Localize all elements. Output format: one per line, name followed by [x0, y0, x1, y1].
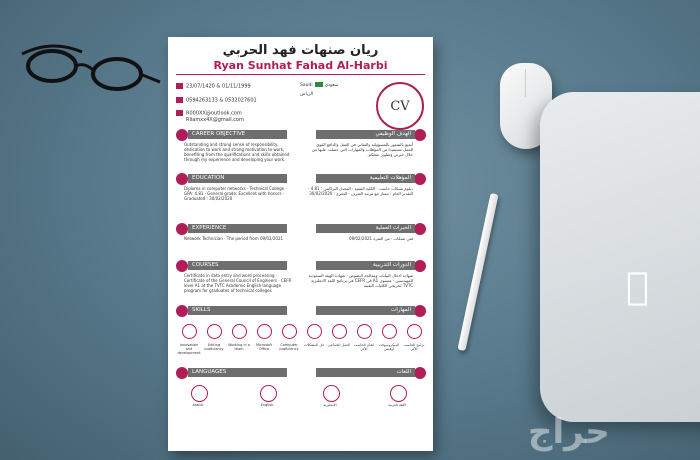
- skills-icon-ar: [414, 305, 426, 317]
- experience-text-en: Network Technician · The period from 09/02/2021: [184, 236, 284, 241]
- cv-badge: CV: [376, 82, 424, 130]
- skill-label: Innovation and development: [177, 343, 201, 355]
- language-english-icon: [260, 385, 277, 402]
- skill-software-icon: [407, 324, 422, 339]
- skill-computer-icon: [282, 324, 297, 339]
- education-heading-ar: المؤهلات التعليمية: [316, 174, 415, 183]
- courses-icon: [176, 260, 188, 272]
- skills-icon: [176, 305, 188, 317]
- language-arabic-icon: [191, 385, 208, 402]
- career-text-ar: أتمتع بالشعور بالمسؤولية والتفاني في العمل والدافع القوي للعمل مستفيدا من المؤهلات والمهارات التي حصلت عليها من خلال خبرتي وتطوير عملكم.: [311, 142, 413, 157]
- languages-icon: [176, 367, 188, 379]
- skill-label: الميكروسوفت أوفيس: [378, 343, 400, 351]
- career-icon-ar: [414, 129, 426, 141]
- skill-editing-icon: [207, 324, 222, 339]
- skill-problem-solving-icon: [307, 324, 322, 339]
- contact-email: R000XX@outlook.com: [176, 110, 242, 117]
- experience-icon-ar: [414, 223, 426, 235]
- education-text-ar: دبلوم شبكات حاسب · الكلية التقنية · المعدل التراكمي : 4.81 · التقدير العام : ممتاز مع مرتبة الشرف · التخرج : 30/02/2020: [308, 186, 413, 196]
- skill-team-icon: [232, 324, 247, 339]
- skill-pc-icon: [357, 324, 372, 339]
- stylus-pencil: [457, 193, 498, 351]
- education-heading-en: EDUCATION: [188, 174, 287, 183]
- career-heading-ar: الهدف الوظيفي: [316, 130, 415, 139]
- phone-icon: [176, 97, 183, 103]
- education-text-en: Diploma in computer networks · Technical College · GPA: 4.81 · General grade: Excellent with honors · Graduated : 30/02/2020: [184, 186, 287, 201]
- courses-text-en: Certificate in data entry and word processing · Certificate of the General Council of Engineers · CEFR level A1 at the TVTC Academic English language program for graduates of technical colleges: [184, 273, 292, 293]
- language-arabic-ar-icon: [390, 385, 407, 402]
- divider: [176, 74, 425, 75]
- eyeglasses: [12, 34, 162, 94]
- skill-ms-office-icon: [382, 324, 397, 339]
- skills-heading-ar: المهارات: [316, 306, 415, 315]
- skill-label: Microsoft Office: [256, 343, 272, 351]
- education-icon: [176, 173, 188, 185]
- courses-heading-ar: الدورات التدريبية: [316, 261, 415, 270]
- career-icon: [176, 129, 188, 141]
- skill-label: Computer proficiency: [279, 343, 299, 351]
- courses-heading-en: COURSES: [188, 261, 287, 270]
- city: الرياض: [300, 92, 314, 97]
- skill-teamwork-icon: [332, 324, 347, 339]
- skill-label: العمل الجماعي: [328, 343, 350, 347]
- experience-heading-ar: الخبرات العملية: [316, 224, 415, 233]
- language-label: Arabic: [192, 403, 204, 407]
- languages-heading-ar: اللغات: [316, 368, 415, 377]
- contact-email-2: Rliamxx4X@gmail.com: [186, 117, 244, 123]
- experience-icon: [176, 223, 188, 235]
- name-arabic: ريان صنهات فهد الحربي: [222, 43, 379, 58]
- education-icon-ar: [414, 173, 426, 185]
- flag-icon: [315, 82, 323, 87]
- contact-phones: 0594263133 & 0532027601: [176, 97, 257, 104]
- calendar-icon: [176, 83, 183, 89]
- experience-heading-en: EXPERIENCE: [188, 224, 287, 233]
- languages-icon-ar: [414, 367, 426, 379]
- name-english: Ryan Sunhat Fahad Al-Harbi: [213, 59, 388, 72]
- language-english-ar-icon: [323, 385, 340, 402]
- courses-icon-ar: [414, 260, 426, 272]
- skills-heading-en: SKILLS: [188, 306, 287, 315]
- skill-label: Editing proficiency: [204, 343, 224, 351]
- courses-text-ar: شهادة ادخال البيانات ومعالجة النصوص · شهادة الهيئة السعودية للمهندسين · مستوى A1 في CEFR في برنامج اللغة الانجليزية TVTC لخريجي الكليات التقنية: [308, 273, 413, 288]
- languages-heading-en: LANGUAGES: [188, 368, 287, 377]
- skill-label: اتقان الحاسب الآلي: [353, 343, 375, 351]
- watermark-logo: حراج: [528, 412, 610, 452]
- skill-label: برامج الحاسب الآلي: [403, 343, 425, 351]
- email-icon: [176, 110, 183, 116]
- resume-page: [168, 37, 433, 451]
- language-label: English: [260, 403, 274, 407]
- language-label: اللغة العربية: [388, 403, 406, 407]
- experience-text-ar: فني شبكات · من الفترة 09/02/2021: [349, 236, 413, 241]
- skill-innovation-icon: [182, 324, 197, 339]
- skill-label: حل المشكلات: [303, 343, 325, 347]
- career-heading-en: CAREER OBJECTIVE: [188, 130, 287, 139]
- language-label: الانجليزية: [323, 403, 337, 407]
- laptop: [540, 92, 700, 422]
- apple-logo-icon: [626, 264, 649, 308]
- skill-label: Working in a team: [228, 343, 250, 351]
- skill-office-icon: [257, 324, 272, 339]
- contact-dates: 23/07/1420 & 01/11/1999: [176, 83, 251, 90]
- nationality: Saudi سعودي الرياض: [300, 83, 339, 97]
- career-text-en: Outstanding and strong sense of responsibility, dedication to work and strong motivation to work, benefiting from the qualifications and skills obtained through my experience and developing your work.: [184, 142, 290, 162]
